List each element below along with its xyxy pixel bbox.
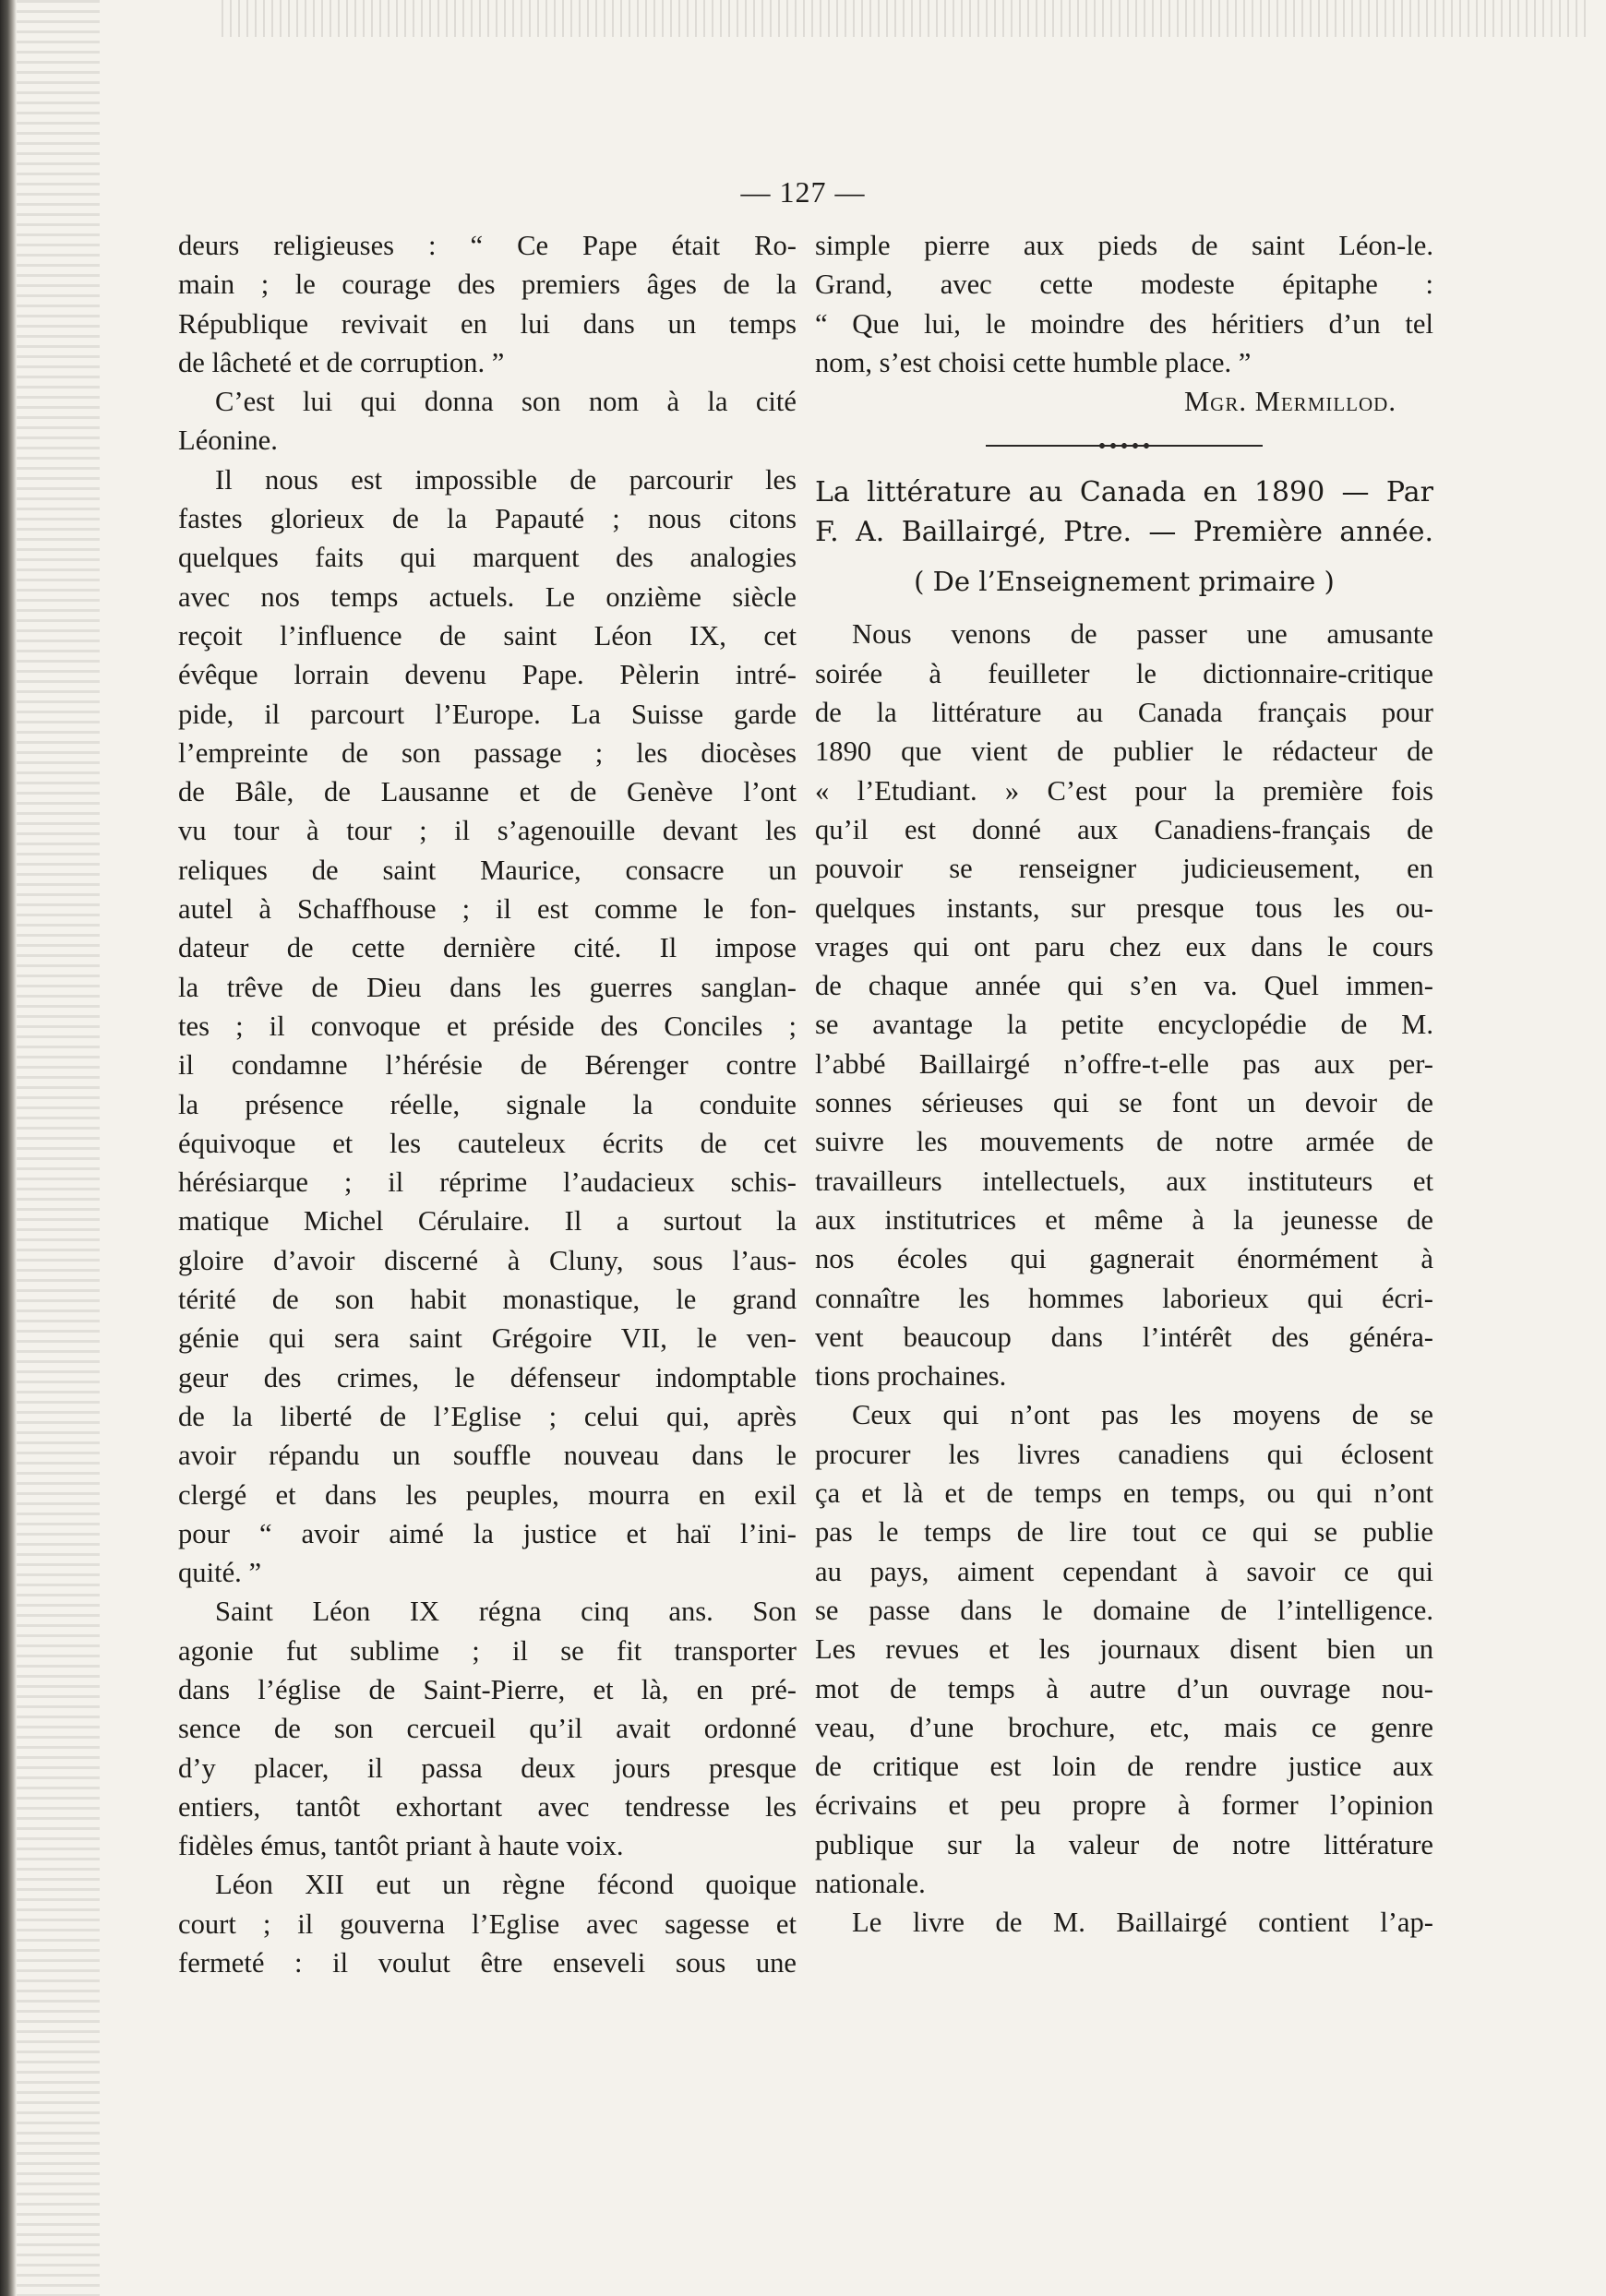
text-line: République revivait en lui dans un temps <box>178 307 797 340</box>
text-line: veau, d’une brochure, etc, mais ce genre <box>815 1711 1433 1743</box>
text-line: travailleurs intellectuels, aux instituteurs et <box>815 1165 1433 1197</box>
article-heading: F. A. Baillairgé, Ptre. — Première année. <box>815 516 1433 549</box>
author-signature: Mgr. Mermillod. <box>1183 386 1396 418</box>
text-line: main ; le courage des premiers âges de la <box>178 269 797 301</box>
text-line: procurer les livres canadiens qui éclosent <box>815 1438 1433 1470</box>
page-number: — 127 — <box>740 175 866 209</box>
text-line: de lâcheté et de corruption. ” <box>178 346 505 378</box>
text-line: Nous venons de passer une amusante <box>852 618 1433 651</box>
text-line: fermeté : il voulut être enseveli sous une <box>178 1947 797 1979</box>
text-line: C’est lui qui donna son nom à la cité <box>215 386 797 418</box>
scan-speckle <box>17 0 100 2296</box>
text-line: quité. ” <box>178 1557 262 1589</box>
text-line: Léonine. <box>178 425 278 457</box>
text-line: il condamne l’hérésie de Bérenger contre <box>178 1049 797 1082</box>
text-line: « l’Etudiant. » C’est pour la première fois <box>815 774 1433 807</box>
right-column <box>815 226 1433 1943</box>
text-line: matique Michel Cérulaire. Il a surtout la <box>178 1205 797 1238</box>
text-line: dans l’église de Saint-Pierre, et là, en pré- <box>178 1673 797 1705</box>
text-line: vent beaucoup dans l’intérêt des généra- <box>815 1321 1433 1353</box>
text-line: avoir répandu un souffle nouveau dans le <box>178 1440 797 1472</box>
text-line: sence de son cercueil qu’il avait ordonné <box>178 1713 797 1745</box>
text-line: d’y placer, il passa deux jours presque <box>178 1752 797 1784</box>
text-line: vrages qui ont paru chez eux dans le cours <box>815 930 1433 963</box>
text-line: aux institutrices et même à la jeunesse de <box>815 1203 1433 1236</box>
text-line: publique sur la valeur de notre littérature <box>815 1828 1433 1860</box>
text-line: pas le temps de lire tout ce qui se publie <box>815 1516 1433 1549</box>
text-line: l’empreinte de son passage ; les diocèses <box>178 736 797 769</box>
text-line: “ Que lui, le moindre des héritiers d’un tel <box>815 307 1433 340</box>
text-line: avec nos temps actuels. Le onzième siècle <box>178 580 797 613</box>
section-divider <box>986 445 1263 447</box>
text-line: gloire d’avoir discerné à Cluny, sous l’aus- <box>178 1244 797 1276</box>
text-line: entiers, tantôt exhortant avec tendresse les <box>178 1790 797 1823</box>
text-line: dateur de cette dernière cité. Il impose <box>178 932 797 964</box>
text-line: Grand, avec cette modeste épitaphe : <box>815 269 1433 301</box>
text-line: reliques de saint Maurice, consacre un <box>178 854 797 886</box>
text-line: équivoque et les cauteleux écrits de cet <box>178 1127 797 1159</box>
text-line: vu tour à tour ; il s’agenouille devant les <box>178 815 797 847</box>
left-column <box>178 226 797 1982</box>
article-source: ( De l’Enseignement primaire ) <box>914 566 1335 598</box>
text-line: 1890 que vient de publier le rédacteur de <box>815 735 1433 768</box>
text-line: quelques faits qui marquent des analogies <box>178 542 797 574</box>
text-line: de Bâle, de Lausanne et de Genève l’ont <box>178 776 797 808</box>
text-line: se passe dans le domaine de l’intelligence. <box>815 1594 1433 1626</box>
text-line: quelques instants, sur presque tous les ou- <box>815 891 1433 924</box>
text-line: deurs religieuses : “ Ce Pape était Ro- <box>178 230 797 261</box>
text-line: qu’il est donné aux Canadiens-français de <box>815 813 1433 845</box>
text-line: suivre les mouvements de notre armée de <box>815 1126 1433 1158</box>
text-line: écrivains et peu propre à former l’opinion <box>815 1789 1433 1822</box>
text-line: ça et là et de temps en temps, ou qui n’ont <box>815 1477 1433 1510</box>
text-line: se avantage la petite encyclopédie de M. <box>815 1009 1433 1041</box>
text-line: reçoit l’influence de saint Léon IX, cet <box>178 619 797 652</box>
text-line: Léon XII eut un règne fécond quoique <box>215 1869 797 1901</box>
text-line: pour “ avoir aimé la justice et haï l’ini- <box>178 1517 797 1549</box>
text-line: tes ; il convoque et préside des Conciles ; <box>178 1010 797 1042</box>
text-line: de la littérature au Canada français pour <box>815 697 1433 729</box>
text-line: fastes glorieux de la Papauté ; nous citons <box>178 503 797 535</box>
text-line: pouvoir se renseigner judicieusement, en <box>815 853 1433 885</box>
text-line: pide, il parcourt l’Europe. La Suisse garde <box>178 698 797 730</box>
text-line: évêque lorrain devenu Pape. Pèlerin intré- <box>178 659 797 691</box>
text-line: mot de temps à autre d’un ouvrage nou- <box>815 1672 1433 1704</box>
text-line: de critique est loin de rendre justice aux <box>815 1751 1433 1783</box>
text-line: Le livre de M. Baillairgé contient l’ap- <box>852 1907 1433 1939</box>
text-line: au pays, aiment cependant à savoir ce qui <box>815 1555 1433 1587</box>
text-line: geur des crimes, le défenseur indomptable <box>178 1361 797 1393</box>
text-line: Les revues et les journaux disent bien un <box>815 1633 1433 1666</box>
text-line: simple pierre aux pieds de saint Léon-le. <box>815 230 1433 261</box>
scan-top-noise <box>222 0 1588 37</box>
article-heading: La littérature au Canada en 1890 — Par <box>815 476 1433 509</box>
text-line: Saint Léon IX régna cinq ans. Son <box>215 1596 797 1628</box>
text-line: la trêve de Dieu dans les guerres sanglan- <box>178 971 797 1003</box>
text-line: de la liberté de l’Eglise ; celui qui, après <box>178 1400 797 1432</box>
text-line: clergé et dans les peuples, mourra en exil <box>178 1478 797 1511</box>
text-line: l’abbé Baillairgé n’offre-t-elle pas aux per- <box>815 1047 1433 1080</box>
text-line: soirée à feuilleter le dictionnaire-critique <box>815 657 1433 689</box>
text-line: la présence réelle, signale la conduite <box>178 1088 797 1120</box>
scan-left-edge <box>0 0 17 2296</box>
text-line: nos écoles qui gagnerait énormément à <box>815 1243 1433 1275</box>
text-line: Il nous est impossible de parcourir les <box>215 463 797 496</box>
text-line: génie qui sera saint Grégoire VII, le ven- <box>178 1322 797 1355</box>
text-line: nationale. <box>815 1867 926 1899</box>
text-line: tions prochaines. <box>815 1360 1007 1393</box>
text-line: connaître les hommes laborieux qui écri- <box>815 1282 1433 1314</box>
text-line: autel à Schaffhouse ; il est comme le fon- <box>178 893 797 926</box>
text-line: hérésiarque ; il réprime l’audacieux schis- <box>178 1166 797 1199</box>
text-line: fidèles émus, tantôt priant à haute voix. <box>178 1830 624 1862</box>
text-line: Ceux qui n’ont pas les moyens de se <box>852 1399 1433 1431</box>
text-line: térité de son habit monastique, le grand <box>178 1284 797 1316</box>
text-line: nom, s’est choisi cette humble place. ” <box>815 346 1252 378</box>
text-line: court ; il gouverna l’Eglise avec sagesse et <box>178 1907 797 1940</box>
text-line: agonie fut sublime ; il se fit transporter <box>178 1634 797 1667</box>
text-line: sonnes sérieuses qui se font un devoir de <box>815 1087 1433 1119</box>
text-line: de chaque année qui s’en va. Quel immen- <box>815 970 1433 1002</box>
